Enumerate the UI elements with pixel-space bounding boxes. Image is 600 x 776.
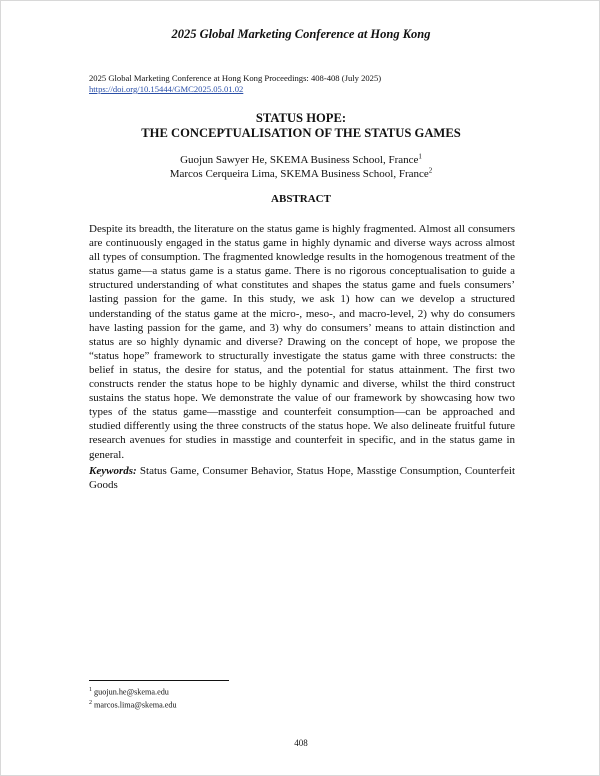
footnote-2-text: marcos.lima@skema.edu [94,701,177,711]
running-header: 2025 Global Marketing Conference at Hong Kong [171,27,431,41]
author-2 [1,167,600,181]
keywords-text: Status Game, Consumer Behavior, Status Hope, Masstige Consumption, Counterfeit Goods [89,465,515,492]
doi-link[interactable]: https://doi.org/10.15444/GMC2025.05.01.02 [89,84,244,94]
author-2-footnote-mark: 2 [428,166,433,175]
abstract-heading: ABSTRACT [271,193,331,205]
paper-title [1,111,600,141]
author-list [1,153,600,181]
keywords [89,464,515,492]
abstract-body: Despite its breadth, the literature on the status game is highly fragmented. Almost all consumers are continuously engaged in the status game in highly dynamic and diverse ways across almost all types of consumption. The fragmented knowledge results in the homogenous treatment of the status game—a status game is a status game. There is no rigorous conceptualisation to guide a structured understanding of what constitutes and shapes the status game and fuels consumers’ lasting passion for the game. In this study, we ask 1) how can we develop a structured understanding of the status game at the micro-, meso-, and macro-level, 2) why do consumers have lasting passion for the game, and 3) why do consumers’ means to attain distinction and status are so highly dynamic and diverse? Drawing on the concept of hope, we propose the “status hope” framework to structurally investigate the status game with three constructs: the belief in status, the desire for status, and the potential for status attainment. The first two constructs render the status hope to be highly dynamic and diverse, whilst the third construct sustains the status hope. We demonstrate the value of our framework by showcasing how two types of the status game—masstige and counterfeit consumption—can be approached and studied differently using the three constructs of the status hope. We also delineate fruitful future research avenues for studies in masstige and counterfeit in specific, and in the status game in general. [89,223,515,461]
page-number: 408 [294,738,308,748]
footnote-1-mark: 1 [89,687,92,693]
author-1-footnote-mark: 1 [418,152,422,161]
footnote-1-text: guojun.he@skema.edu [94,687,169,697]
title-line-2: THE CONCEPTUALISATION OF THE STATUS GAMES [141,126,461,140]
author-1-text: Guojun Sawyer He, SKEMA Business School, France [180,154,419,166]
proceedings-citation: 2025 Global Marketing Conference at Hong Kong Proceedings: 408-408 (July 2025) [89,73,382,83]
footnote-2 [89,698,177,711]
keywords-label: Keywords: [89,465,137,477]
footnote-divider [89,680,229,681]
footnotes [89,685,177,712]
author-2-text: Marcos Cerqueira Lima, SKEMA Business School, France [169,168,429,180]
title-line-1: STATUS HOPE: [255,111,347,125]
footnote-2-mark: 2 [89,700,92,707]
citation-block [89,73,381,95]
footnote-1 [89,685,177,698]
author-1 [1,153,600,167]
